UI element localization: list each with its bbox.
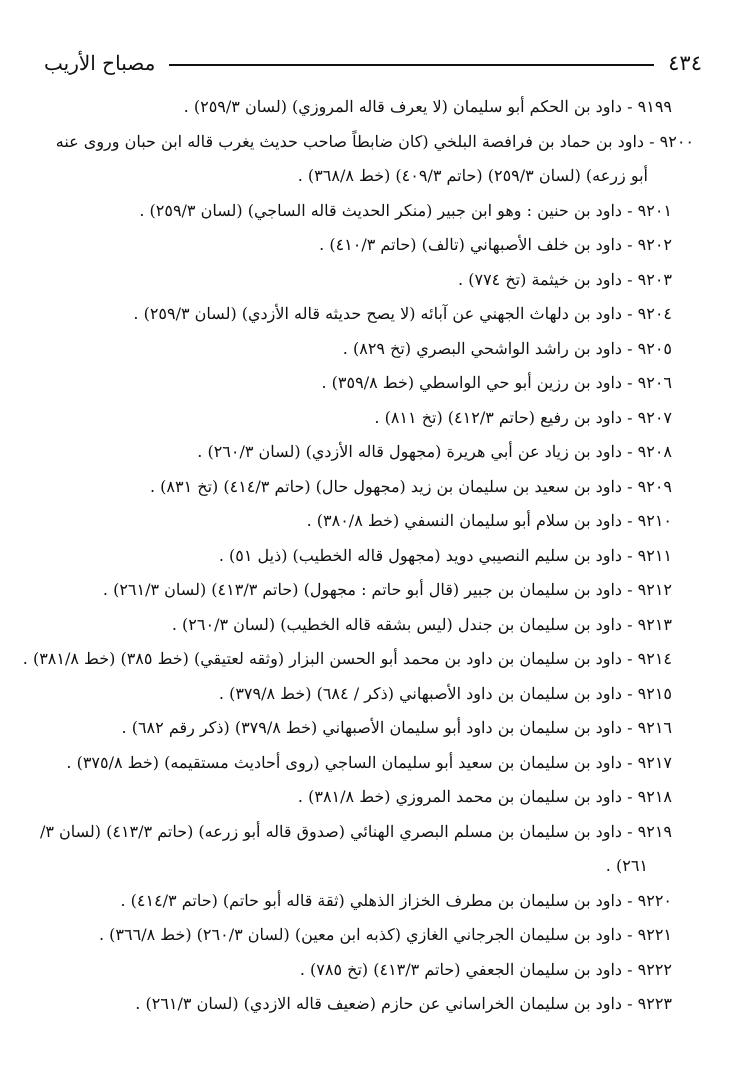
- entry-line: ٩٢٠٦ - داود بن رزين أبو حي الواسطي (خط ٣٥٩/٨) .: [321, 373, 672, 392]
- entry-continuation: أبو زرعه) (لسان ٢٥٩/٣) (حاتم ٤٠٩/٣) (خط ٣٦٨/٨) .: [297, 166, 648, 185]
- page-number: ٤٣٤: [668, 51, 702, 75]
- entry-line: ٩٢١١ - داود بن سليم النصيبي دويد (مجهول قاله الخطيب) (ذيل ٥١) .: [218, 545, 672, 565]
- entry-line: ٩١٩٩ - داود بن الحكم أبو سليمان (لا يعرف قاله المروزي) (لسان ٢٥٩/٣) .: [183, 97, 672, 116]
- entry-line: ٩٢٠٢ - داود بن خلف الأصبهاني (تالف) (حاتم ٤١٠/٣) .: [319, 235, 672, 254]
- entry-continuation: ٢٦١) .: [605, 856, 648, 875]
- entry-line: ٩٢٠١ - داود بن حنين : وهو ابن جبير (منكر الحديث قاله الساجي) (لسان ٢٥٩/٣) .: [139, 200, 672, 220]
- entry-line: ٩٢١٣ - داود بن سليمان بن جندل (ليس بشقه قاله الخطيب) (لسان ٢٦٠/٣) .: [171, 614, 672, 634]
- entry-line: ٩٢٠٨ - داود بن زياد عن أبي هريرة (مجهول قاله الأزدي) (لسان ٢٦٠/٣) .: [197, 442, 672, 461]
- entry-line: ٩٢٠٤ - داود بن دلهاث الجهني عن آبائه (لا يصح حديثه قاله الأزدي) (لسان ٢٥٩/٣) .: [133, 304, 672, 323]
- entry-line: ٩٢١٦ - داود بن سليمان بن داود أبو سليمان الأصبهاني (خط ٣٧٩/٨) (ذكر رقم ٦٨٢) .: [121, 718, 672, 737]
- entry-line: ٩٢٢٣ - داود بن سليمان الخراساني عن حازم (ضعيف قاله الازدي) (لسان ٢٦١/٣) .: [135, 994, 672, 1013]
- entry-list: [22, 90, 694, 1022]
- entry-line: ٩٢١٠ - داود بن سلام أبو سليمان النسفي (خط ٣٨٠/٨) .: [306, 511, 672, 530]
- running-title: مصباح الأريب: [44, 51, 156, 75]
- entry-line: ٩٢٠٩ - داود بن سعيد بن سليمان بن زيد (مجهول حال) (حاتم ٤١٤/٣) (تخ ٨٣١) .: [149, 476, 672, 496]
- entry-line: ٩٢٢٢ - داود بن سليمان الجعفي (حاتم ٤١٣/٣) (تخ ٧٨٥) .: [299, 959, 672, 979]
- running-header: [44, 46, 702, 80]
- entry-line: ٩٢١٢ - داود بن سليمان بن جبير (قال أبو حاتم : مجهول) (حاتم ٤١٣/٣) (لسان ٢٦١/٣) .: [102, 580, 672, 599]
- entry-line: ٩٢٠٠ - داود بن حماد بن فرافصة البلخي (كان ضابطاً صاحب حديث يغرب قاله ابن حبان وروى عنه: [55, 131, 694, 151]
- entry-line: ٩٢١٧ - داود بن سليمان بن سعيد أبو سليمان الساجي (روى أحاديث مستقيمه) (خط ٣٧٥/٨) .: [66, 752, 672, 772]
- entry-line: ٩٢٢١ - داود بن سليمان الجرجاني الغازي (كذبه ابن معين) (لسان ٢٦٠/٣) (خط ٣٦٦/٨) .: [99, 925, 672, 944]
- header-rule: [169, 64, 654, 66]
- entry-line: ٩٢٢٠ - داود بن سليمان بن مطرف الخزاز الذهلي (ثقة قاله أبو حاتم) (حاتم ٤١٤/٣) .: [120, 890, 672, 910]
- entry-line: ٩٢١٩ - داود بن سليمان بن مسلم البصري الهنائي (صدوق قاله أبو زرعه) (حاتم ٤١٣/٣) (لسان ٣/: [39, 821, 672, 841]
- entry-line: ٩٢١٨ - داود بن سليمان بن محمد المروزي (خط ٣٨١/٨) .: [297, 787, 672, 806]
- entry-line: ٩٢١٥ - داود بن سليمان بن داود الأصبهاني (ذكر / ٦٨٤) (خط ٣٧٩/٨) .: [218, 683, 672, 703]
- entry-line: ٩٢٠٧ - داود بن رفيع (حاتم ٤١٢/٣) (تخ ٨١١) .: [374, 407, 672, 427]
- entry-line: ٩٢١٤ - داود بن سليمان بن داود بن محمد أبو الحسن البزار (وثقه لعتيقي) (خط ٣٨٥) (خط ٣٨١/٨) .: [22, 649, 672, 668]
- entry-line: ٩٢٠٣ - داود بن خيثمة (تخ ٧٧٤) .: [458, 269, 672, 289]
- entry-line: ٩٢٠٥ - داود بن راشد الواشحي البصري (تخ ٨٢٩) .: [342, 338, 672, 358]
